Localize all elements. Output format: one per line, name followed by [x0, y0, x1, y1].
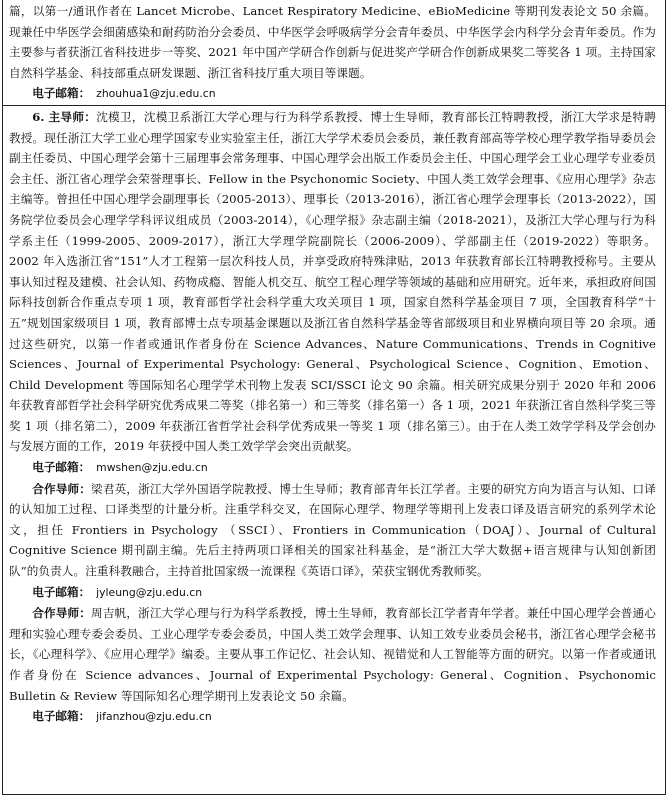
co-supervisor-2-bio: 周吉帆，浙江大学心理与行为科学系教授，博士生导师，教育部长江学者青年学者。兼任中国心理学会普通心理和实验心理专委会委员、工业心理学专委会委员，中国人类工效学会理事、认知工效专业委员会秘书，浙江省心理学会秘书长，《心理科学》、《应用心理学》编委。主要从事工作记忆、社会认知、视错觉和人工智能等方面的研究。以第一作者或通讯作者身份在 Science advances、Journal of Experimental Psychology: General、Cognition、Psychonomic Bulletin & Review 等国际知名心理学期刊上发表论文 50 余篇。 [9, 606, 656, 703]
bio-paragraph-continued: 篇，以第一/通讯作者在 Lancet Microbe、Lancet Respiratory Medicine、eBioMedicine 等期刊发表论文 50 余篇。现兼任中华医学会细菌感染和耐药防治分会委员、中华医学会呼吸病学分会青年委员、中华医学会内科学分会青年委员。作为主要参与者获浙江省科技进步一等奖、2021 年中国产学研合作创新与促进奖产学研合作创新成果奖二等奖各 1 项。主持国家自然科学基金、科技部重点研发课题、浙江省科技厅重大项目等课题。 [9, 4, 656, 80]
table-cell-previous-entry [3, 0, 665, 105]
email-label: 电子邮箱： [32, 460, 91, 475]
email-label: 电子邮箱： [32, 86, 91, 101]
co-supervisor-1-paragraph [9, 479, 656, 582]
email-address: zhouhua1@zju.edu.cn [96, 87, 216, 101]
email-label: 电子邮箱： [32, 709, 91, 724]
co-supervisor-1-bio: 梁君英，浙江大学外国语学院教授、博士生导师；教育部青年长江学者。主要的研究方向为语言与认知、口译的认知加工过程、口译类型的计量分析。注重学科交叉，在国际心理学、物理学等期刊上发表口译及语言研究的系列学术论文，担任 Frontiers in Psychology （SSCI）、Frontiers in Communication（DOAJ）、Journal of Cultural Cognitive Science 期刊副主编。先后主持两项口译相关的国家社科基金，是“浙江大学大数据+语言规律与认知创新团队”的负责人。注重科教融合，主持首批国家级一流课程《英语口译》，荣获宝钢优秀教师奖。 [9, 481, 656, 579]
co-supervisor-label: 合作导师： [32, 481, 92, 496]
co-supervisor-label: 合作导师： [32, 606, 92, 621]
main-supervisor-email-line [9, 457, 656, 479]
email-line [9, 83, 656, 105]
email-label: 电子邮箱： [32, 584, 91, 599]
co-supervisor-2-email-line [9, 706, 656, 728]
table-cell-entry-6 [3, 105, 665, 728]
co-supervisor-2-email: jifanzhou@zju.edu.cn [96, 710, 212, 724]
co-supervisor-1-email: jyleung@zju.edu.cn [96, 585, 203, 599]
table-frame [2, 0, 666, 795]
co-supervisor-2-paragraph [9, 603, 656, 706]
main-supervisor-paragraph [9, 107, 656, 457]
co-supervisor-1-email-line [9, 582, 656, 604]
main-supervisor-bio: 沈模卫，沈模卫系浙江大学心理与行为科学系教授、博士生导师，教育部长江特聘教授，浙江大学求是特聘教授。现任浙江大学工业心理学国家专业实验室主任，浙江大学学术委员会委员，兼任教育部高等学校心理学教学指导委员会副主任委员、中国心理学会第十三届理事会常务理事、中国心理学会出版工作委员会主任、中国心理学会工业心理学专业委员会主任、浙江省心理学会荣誉理事长、Fellow in the Psychonomic Society、中国人类工效学会理事、《应用心理学》杂志主编等。曾担任中国心理学会副理事长（2005-2013）、理事长（2013-2016），浙江省心理学会理事长（2013-2022），国务院学位委员会心理学学科评议组成员（2003-2014），《心理学报》杂志副主编（2018-2021），及浙江大学心理与行为科学系主任（1999-2005、2009-2017），浙江大学理学院副院长（2006-2009）、学部副主任（2019-2022）等职务。2002 年入选浙江省“151”人才工程第一层次科技人员，并享受政府特殊津贴，2013 年获教育部长江特聘教授称号。主要从事认知过程及建模、社会认知、药物成瘾、智能人机交互、航空工程心理学等领域的基础和应用研究。近年来，承担政府间国际科技创新合作重点专项 1 项，教育部哲学社会科学重大攻关项目 1 项，国家自然科学基金项目 7 项，全国教育科学“十五”规划国家级项目 1 项，教育部博士点专项基金课题以及浙江省自然科学基金等省部级项目和业界横向项目等 20 余项。通过这些研究，以第一作者或通讯作者身份在 Science Advances、Nature Communications、Trends in Cognitive Sciences、Journal of Experimental Psychology: General、Psychological Science、Cognition、Emotion、Child Development 等国际知名心理学学术刊物上发表 SCI/SSCI 论文 90 余篇。相关研究成果分别于 2020 年和 2006 年获教育部哲学社会科学研究优秀成果二等奖（排名第一）和三等奖（排名第一）各 1 项，2021 年获浙江省自然科学奖三等奖 1 项（排名第二），2009 年获浙江省哲学社会科学优秀成果一等奖 1 项（排名第三）。由于在人类工效学学科及学会创办与发展方面的工作，2019 年获授中国人类工效学学会突出贡献奖。 [9, 109, 657, 454]
entry-number: 6. [32, 109, 45, 124]
main-supervisor-label: 主导师： [48, 109, 97, 124]
main-supervisor-email: mwshen@zju.edu.cn [96, 461, 208, 475]
